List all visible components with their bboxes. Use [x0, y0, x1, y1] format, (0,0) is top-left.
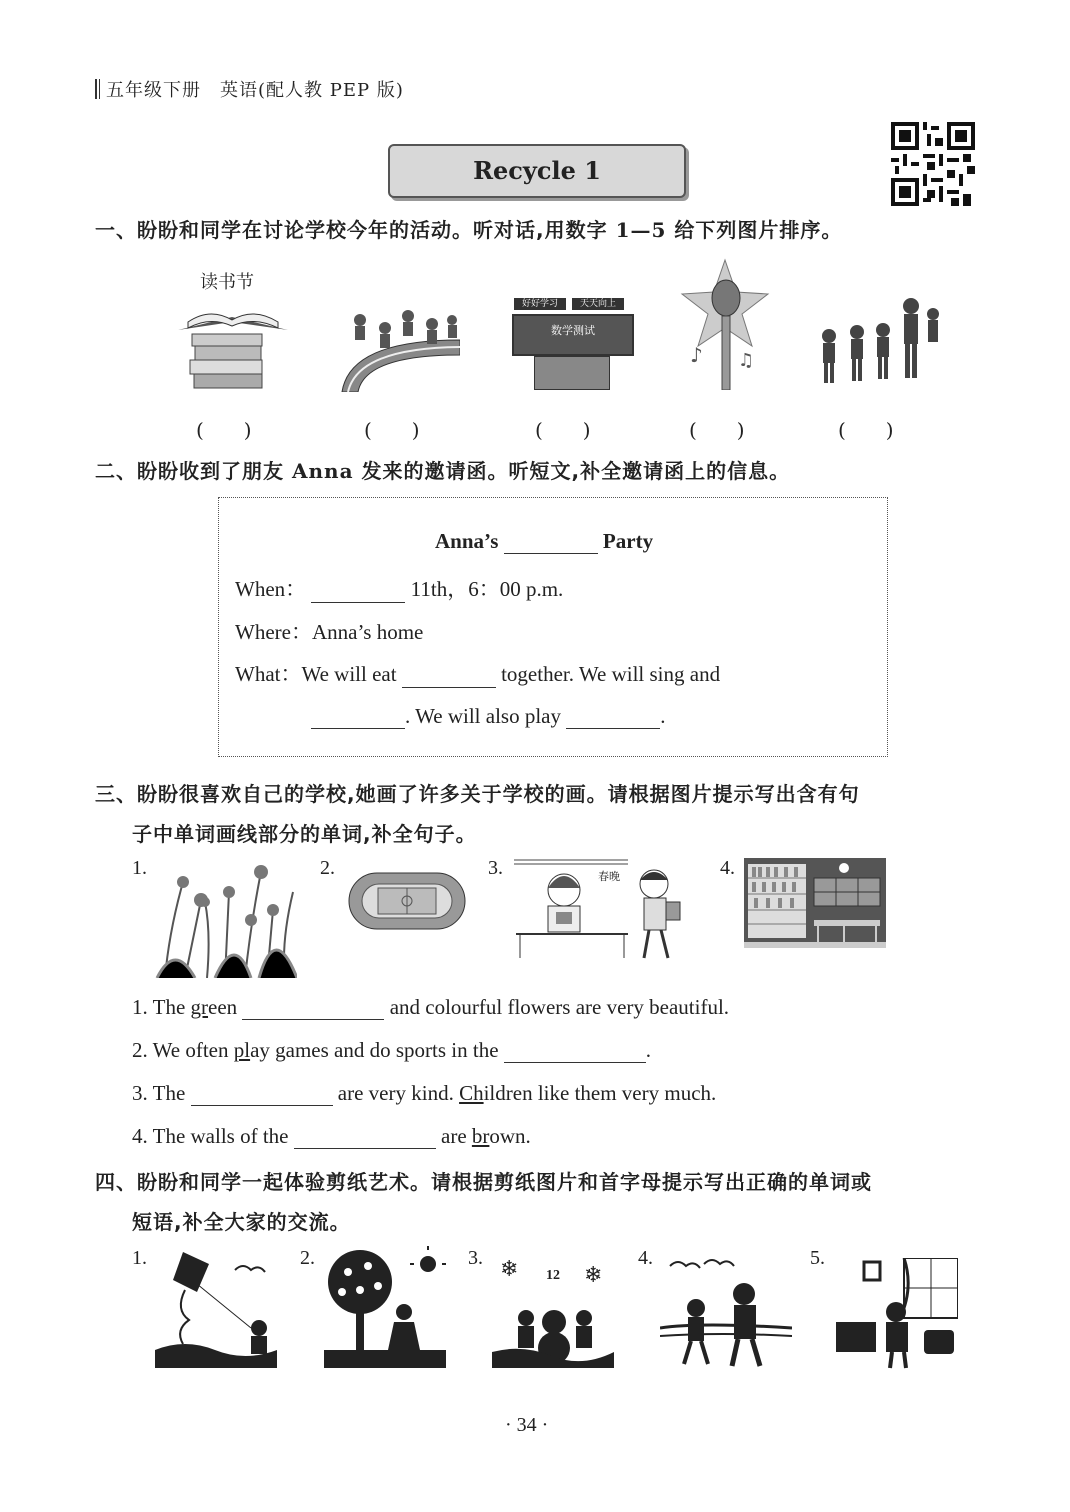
- play-piano-papercut: [834, 1258, 958, 1370]
- invitation-when: When： 11th，6：00 p.m.: [235, 577, 564, 601]
- header-bar: [95, 79, 100, 99]
- section-4-instruction-line-2: 短语,补全大家的交流。: [132, 1210, 351, 1234]
- s3-sentence-4: 4. The walls of the are brown.: [132, 1124, 531, 1148]
- make-snowman-papercut: [492, 1252, 614, 1368]
- blank-month[interactable]: [311, 577, 405, 603]
- s4-pic-num-4: 4.: [638, 1247, 653, 1269]
- s3-pic-num-3: 3.: [488, 857, 503, 879]
- invitation-title: Anna’s Party: [435, 529, 654, 553]
- qr-code-icon[interactable]: [890, 122, 976, 206]
- s4-pic-num-3: 3.: [468, 1247, 483, 1269]
- invitation-line-4: . We will also play .: [311, 703, 665, 729]
- answer-paren-1[interactable]: ( ): [196, 418, 252, 442]
- playground-picture: [348, 872, 466, 930]
- pick-apples-papercut: [324, 1246, 446, 1368]
- answer-paren-4[interactable]: ( ): [689, 418, 745, 442]
- library-picture: [744, 858, 886, 948]
- grass-flowers-picture: [155, 862, 297, 978]
- section-4-instruction-line-1: 四、盼盼和同学一起体验剪纸艺术。请根据剪纸图片和首字母提示写出正确的单词或: [95, 1170, 872, 1194]
- invitation-what: What：We will eat together. We will sing and: [235, 662, 721, 686]
- invitation-where: Where：Anna’s home: [235, 620, 424, 644]
- section-3-instruction-line-1: 三、盼盼很喜欢自己的学校,她画了许多关于学校的画。请根据图片提示写出含有句: [95, 782, 860, 806]
- singing-contest-picture: [680, 258, 770, 390]
- page-number: · 34 ·: [505, 1414, 549, 1436]
- s4-pic-num-2: 2.: [300, 1247, 315, 1269]
- section-1-instruction: 一、盼盼和同学在讨论学校今年的活动。听对话,用数字 1—5 给下列图片排序。: [95, 218, 843, 242]
- section-3-instruction-line-2: 子中单词画线部分的单词,补全句子。: [132, 822, 477, 846]
- s3-pic-num-4: 4.: [720, 857, 735, 879]
- svg-text:❄: ❄: [500, 1257, 519, 1282]
- s3-sentence-2: 2. We often play games and do sports in the .: [132, 1038, 652, 1062]
- s3-blank-2[interactable]: [504, 1037, 646, 1063]
- s3-sentence-3: 3. The are very kind. Children like them very much.: [132, 1081, 717, 1105]
- book-header: [95, 76, 404, 102]
- teacher-desk: [534, 356, 610, 390]
- board-banner-right: 天天向上: [572, 298, 624, 310]
- teachers-picture: [512, 858, 697, 966]
- header-text: 五年级下册 英语(配人教 PEP 版): [106, 80, 404, 101]
- reading-festival-label: 读书节: [200, 272, 254, 293]
- s3-pic-num-1: 1.: [132, 857, 147, 879]
- svg-text:♫: ♫: [738, 350, 755, 371]
- answer-paren-2[interactable]: ( ): [364, 418, 420, 442]
- blackboard: 数学测试: [512, 314, 634, 356]
- svg-text:❄: ❄: [584, 1263, 603, 1288]
- chunwan-label: 春晚: [598, 870, 620, 883]
- s4-pic-num-5: 5.: [810, 1247, 825, 1269]
- section-2-instruction: 二、盼盼收到了朋友 Anna 发来的邀请函。听短文,补全邀请函上的信息。: [95, 459, 791, 483]
- s3-sentence-1: 1. The green and colourful flowers are very beautiful.: [132, 995, 730, 1019]
- answer-paren-5[interactable]: ( ): [838, 418, 894, 442]
- s3-pic-num-2: 2.: [320, 857, 335, 879]
- blank-party-type[interactable]: [504, 528, 598, 554]
- school-trip-picture: [815, 292, 940, 390]
- invitation-card: [218, 497, 888, 757]
- board-banner-left: 好好学习: [514, 298, 566, 310]
- reading-festival-picture: [170, 262, 295, 392]
- page-title: Recycle 1: [388, 144, 686, 198]
- sports-meeting-picture: [340, 300, 460, 392]
- blank-game[interactable]: [566, 703, 660, 729]
- blank-food[interactable]: [402, 662, 496, 688]
- s3-blank-1[interactable]: [242, 994, 384, 1020]
- clock-number: 12: [546, 1268, 560, 1283]
- s4-pic-num-1: 1.: [132, 1247, 147, 1269]
- svg-text:♪: ♪: [690, 343, 703, 367]
- answer-paren-3[interactable]: ( ): [535, 418, 591, 442]
- go-for-a-walk-papercut: [660, 1256, 792, 1372]
- fly-kite-papercut: [155, 1250, 277, 1368]
- s3-blank-4[interactable]: [294, 1123, 436, 1149]
- blank-song[interactable]: [311, 703, 405, 729]
- s3-blank-3[interactable]: [191, 1080, 333, 1106]
- math-test-picture: [510, 298, 632, 390]
